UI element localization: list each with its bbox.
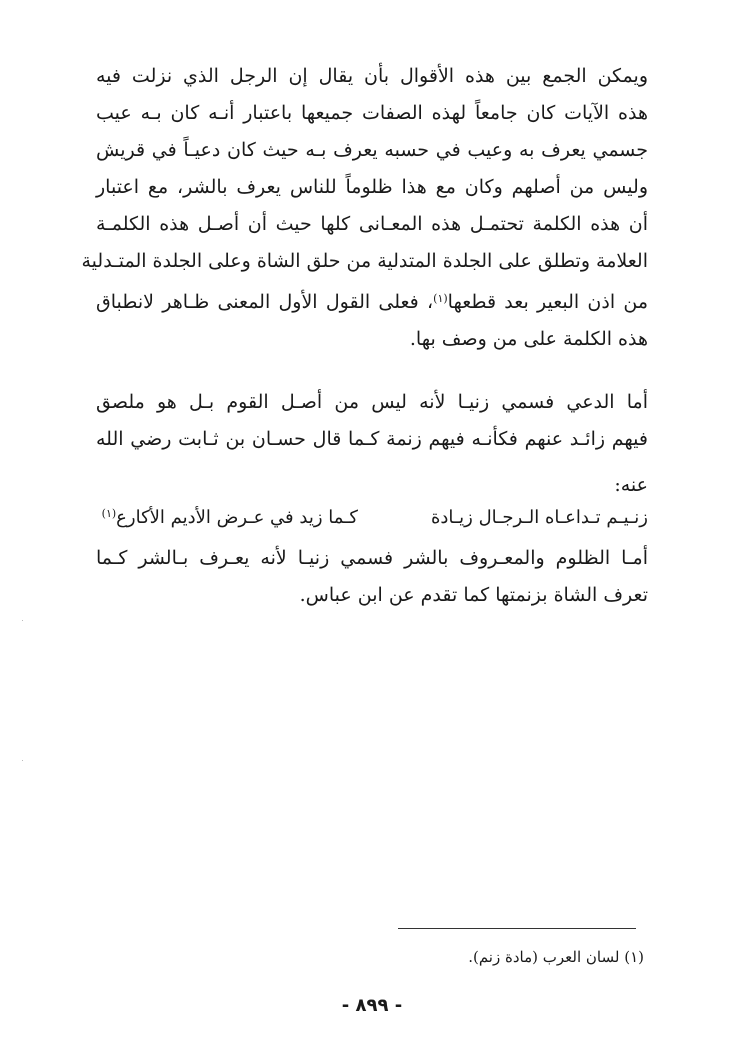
text-line: أمـا الظلوم والمعـروف بالشر فسمي زنيـا لأنه يعـرف بـالشر كـما [96,547,648,569]
footnote-divider [398,928,636,929]
footnote [468,945,644,969]
footnote-reference: (١) [433,292,448,305]
paragraph-2 [96,384,648,458]
footnote-number: (١) [624,948,644,966]
text-line: العلامة وتطلق على الجلدة المتدلية من حلق الشاة وعلى الجلدة المتـدلية [81,250,648,272]
poem-attribution: عنه: [614,474,648,496]
text-line: جسمي يعرف به وعيب في حسبه يعرف بـه حيث كان دعيـاً في قريش [96,139,648,161]
text-line: هذه الآيات كان جامعاً لهذه الصفات جميعها باعتبار أنـه كان بـه عيب [96,102,648,124]
text-line: هذه الكلمة على من وصف بها. [409,328,648,350]
verse-second-hemistich [102,496,358,536]
text-line: وليس من أصلهم وكان مع هذا ظلوماً للناس يعرف بالشر، مع اعتبار [96,176,649,198]
footnote-reference: (١) [101,507,117,520]
text-line-with-footnote [96,280,648,321]
text-line: فيهم زائـد عنهم فكأنـه فيهم زنمة كـما قال حسـان بن ثـابت رضي الله [96,428,648,450]
text-line: أما الدعي فسمي زنيـا لأنه ليس من أصـل القوم بـل هو ملصق [96,391,648,413]
text-line: ويمكن الجمع بين هذه الأقوال بأن يقال إن الرجل الذي نزلت فيه [96,65,648,87]
poetry-verse [96,496,648,536]
text-fragment: من اذن البعير بعد قطعها [447,291,648,313]
scan-speck [22,760,23,761]
paragraph-1 [81,58,649,358]
text-line: أن هذه الكلمة تحتمـل هذه المعـانى كلها حيث أن أصـل هذه الكلمـة [96,213,648,235]
verse-second-text: كـما زيد في عـرض الأديم الأكارع [116,507,358,528]
verse-first-hemistich: زنـيـم تـداعـاه الـرجـال زيـادة [430,507,648,528]
footnote-text: لسان العرب (مادة زنم). [468,948,620,966]
scan-speck [22,620,23,621]
paragraph-3 [96,540,648,614]
text-fragment: ، فعلى القول الأول المعنى ظـاهر لانطباق [96,291,434,313]
page-number: - ٨٩٩ - [341,995,403,1016]
text-line: تعرف الشاة بزنمتها كما تقدم عن ابن عباس. [299,584,648,606]
